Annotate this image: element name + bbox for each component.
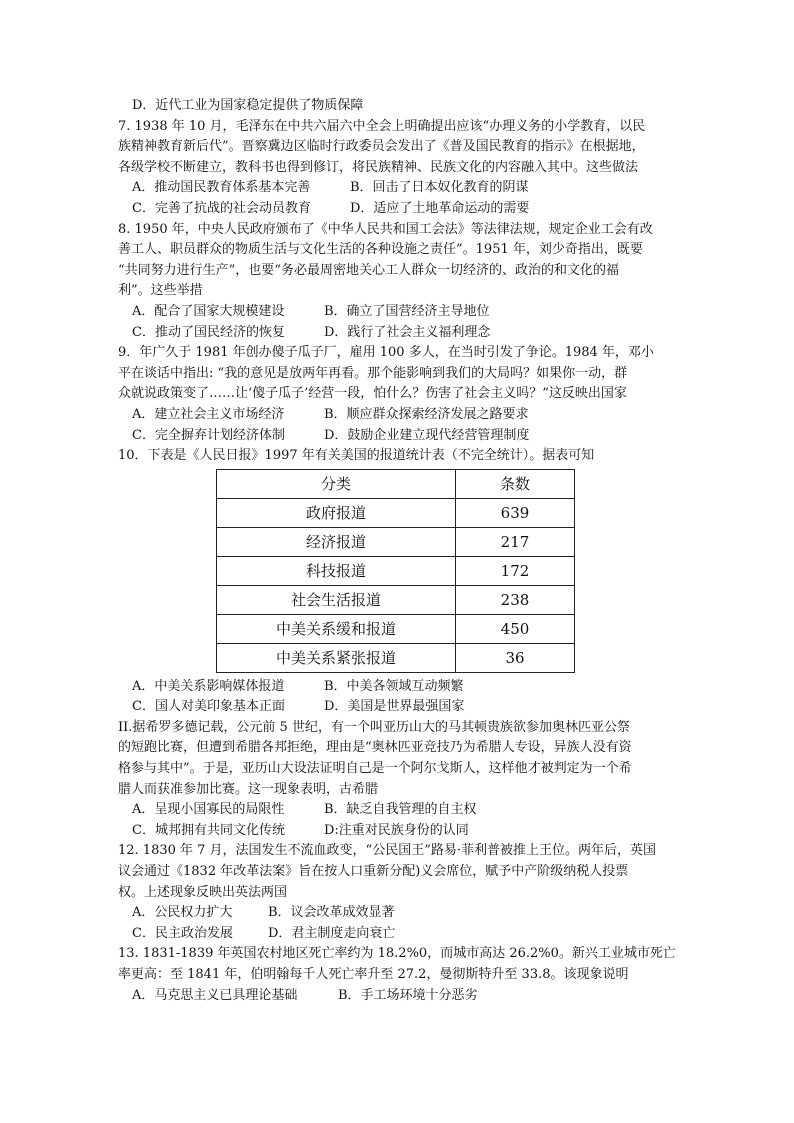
q12-stem-line-3: 权。上述现象反映出英法两国 xyxy=(118,884,288,900)
table-cell-count: 238 xyxy=(456,585,575,614)
q12-option-d: D．君主制度走向衰亡 xyxy=(268,925,396,941)
table-header-count: 条数 xyxy=(456,469,575,498)
table-header-category: 分类 xyxy=(217,469,456,498)
q9-option-a: A．建立社会主义市场经济 xyxy=(132,406,285,422)
q11-option-b: B．缺乏自我管理的自主权 xyxy=(324,802,477,818)
q13-options-ab xyxy=(118,986,678,1007)
q7-option-d: D．适应了土地革命运动的需要 xyxy=(350,200,530,216)
q9-option-b: B．顺应群众探索经济发展之路要求 xyxy=(324,406,529,422)
q12-option-b: B．议会改革成效显著 xyxy=(268,905,395,921)
q11-stem-line-3: 格参与其中”。于是，亚历山大设法证明自己是一个阿尔戈斯人，这样他才被判定为一个希 xyxy=(118,761,632,777)
q8-stem-line-4: 利”。这些举措 xyxy=(118,283,203,299)
table-cell-category: 中美关系紧张报道 xyxy=(217,643,456,672)
q7-stem-line-2: 族精神教育新后代”。晋察冀边区临时行政委员会发出了《普及国民教育的指示》在根据地， xyxy=(118,139,645,155)
q8-stem-line-3: “共同努力进行生产”，也要“务必最周密地关心工人群众一切经济的、政治的和文化的福 xyxy=(118,262,619,278)
q12-options-ab xyxy=(118,903,678,924)
table-cell-count: 36 xyxy=(456,643,575,672)
table-row xyxy=(217,556,575,585)
report-stats-table xyxy=(216,469,575,673)
table-row xyxy=(217,527,575,556)
table-row xyxy=(217,643,575,672)
q9-stem-line-3: 众就说政策变了……让‘傻子瓜子’经营一段，怕什么？伤害了社会主义吗？”这反映出国家 xyxy=(118,386,627,402)
q7-options-ab xyxy=(118,178,678,199)
q8-options-ab xyxy=(118,302,678,323)
table-cell-category: 中美关系缓和报道 xyxy=(217,614,456,643)
q13-option-a: A．马克思主义已具理论基础 xyxy=(132,987,298,1003)
q10-options-cd xyxy=(118,697,678,718)
table-cell-category: 社会生活报道 xyxy=(217,585,456,614)
q11-stem-line-2: 的短跑比赛，但遭到希腊各邦拒绝，理由是“奥林匹亚竞技乃为希腊人专设，异族人没有资 xyxy=(118,740,632,756)
q7-options-cd xyxy=(118,199,678,220)
table-cell-category: 经济报道 xyxy=(217,527,456,556)
q7-stem-line-3: 各级学校不断建立，教科书也得到修订，将民族精神、民族文化的内容融入其中。这些做法 xyxy=(118,159,639,175)
q11-stem-line-1: II.据希罗多德记载，公元前 5 世纪，有一个叫亚历山大的马其顿贵族欲参加奥林匹亚公祭 xyxy=(118,719,630,735)
table-cell-count: 172 xyxy=(456,556,575,585)
q9-option-d: D．鼓励企业建立现代经营管理制度 xyxy=(324,427,530,443)
q10-option-d: D．美国是世界最强国家 xyxy=(324,699,465,715)
q7-option-c: C．完善了抗战的社会动员教育 xyxy=(132,200,311,216)
table-row xyxy=(217,498,575,527)
q11-option-a: A．呈现小国寡民的局限性 xyxy=(132,802,285,818)
q8-option-c: C．推动了国民经济的恢复 xyxy=(132,324,285,340)
q9-stem-line-2: 平在谈话中指出: “我的意见是放两年再看。那个能影响到我们的大局吗？如果你一动，群 xyxy=(118,365,628,381)
table-row xyxy=(217,614,575,643)
q9-options-ab xyxy=(118,405,678,426)
q8-stem-line-1: 8. 1950 年，中央人民政府颁布了《中华人民共和国工会法》等法律法规，规定企业工会有改 xyxy=(118,221,653,237)
q8-option-b: B．确立了国营经济主导地位 xyxy=(324,303,490,319)
q11-options-cd xyxy=(118,821,678,842)
q7-option-b: B．回击了日本奴化教育的阴谋 xyxy=(350,180,529,196)
q7-option-a: A．推动国民教育体系基本完善 xyxy=(132,180,311,196)
q13-stem-line-1: 13. 1831-1839 年英国农村地区死亡率约为 18.2%0，而城市高达 26.2%0。新兴工业城市死亡 xyxy=(118,946,676,962)
q9-options-cd xyxy=(118,426,678,447)
table-cell-count: 217 xyxy=(456,527,575,556)
table-header-row xyxy=(217,469,575,498)
table-cell-count: 639 xyxy=(456,498,575,527)
q12-options-cd xyxy=(118,924,678,945)
q8-stem-line-2: 善工人、职员群众的物质生活与文化生活的各种设施之责任”。1951 年，刘少奇指出，既要 xyxy=(118,242,643,258)
q11-option-c: C．城邦拥有共同文化传统 xyxy=(132,822,285,838)
q9-option-c: C．完全摒弃计划经济体制 xyxy=(132,427,285,443)
q11-option-d: D:注重对民族身份的认同 xyxy=(324,822,469,838)
q6-option-d: D．近代工业为国家稳定提供了物质保障 xyxy=(132,98,364,113)
table-row xyxy=(217,585,575,614)
table-cell-category: 政府报道 xyxy=(217,498,456,527)
q13-stem-line-2: 率更高：至 1841 年，伯明翰每千人死亡率升至 27.2，曼彻斯特升至 33.8。该现象说明 xyxy=(118,967,629,982)
exam-page xyxy=(118,96,678,1006)
q8-options-cd xyxy=(118,323,678,344)
q11-options-ab xyxy=(118,800,678,821)
q9-stem-line-1: 9．年广久于 1981 年创办傻子瓜子厂，雇用 100 多人，在当时引发了争论。1984 年，邓小 xyxy=(118,345,654,361)
q7-stem-line-1: 7. 1938 年 10 月，毛泽东在中共六届六中全会上明确提出应该“办理义务的小学教育，以民 xyxy=(118,118,646,134)
q11-stem-line-4: 腊人而获准参加比赛。这一现象表明，古希腊 xyxy=(118,781,379,797)
q10-option-a: A．中美关系影响媒体报道 xyxy=(132,678,285,694)
q12-stem-line-2: 议会通过《1832 年改革法案》旨在按人口重新分配)义会席位，赋予中产阶级纳税人投票 xyxy=(118,864,629,880)
q12-option-c: C．民主政治发展 xyxy=(132,925,233,941)
q10-options-ab xyxy=(118,677,678,698)
q10-option-c: C．国人对美印象基本正面 xyxy=(132,699,285,715)
table-cell-count: 450 xyxy=(456,614,575,643)
q8-option-a: A．配合了国家大规模建设 xyxy=(132,303,285,319)
q8-option-d: D．践行了社会主义福利理念 xyxy=(324,324,491,340)
q12-stem-line-1: 12. 1830 年 7 月，法国发生不流血政变，“公民国王”路易·菲利普被推上王位。两年后，英国 xyxy=(118,843,656,859)
q13-option-b: B．手工场环境十分恶劣 xyxy=(338,987,478,1003)
q10-option-b: B．中美各领域互动频繁 xyxy=(324,678,464,694)
q10-stem: 10．下表是《人民日报》1997 年有关美国的报道统计表（不完全统计）。据表可知 xyxy=(118,448,595,464)
table-cell-category: 科技报道 xyxy=(217,556,456,585)
q12-option-a: A．公民权力扩大 xyxy=(132,905,233,921)
